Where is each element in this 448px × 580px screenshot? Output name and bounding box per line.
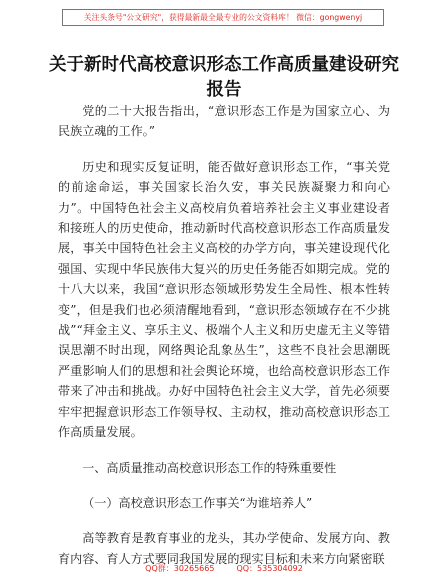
paragraph-quote: 党的二十大报告指出，“意识形态工作是为国家立心、为民族立魂的工作。” bbox=[58, 104, 390, 139]
title-line-2: 报告 bbox=[206, 80, 242, 100]
subsection-heading: （一）高校意识形态工作事关“为谁培养人” bbox=[82, 495, 313, 510]
footer-qq-group: QQ群：30265665 bbox=[145, 564, 215, 573]
footer-contact bbox=[0, 562, 448, 576]
section-heading: 一、高质量推动高校意识形态工作的特殊重要性 bbox=[82, 460, 337, 475]
paragraph-last: 高等教育是教育事业的龙头，其办学使命、发展方向、教育内容、育人方式要同我国发展的现实目标和未来方向紧密联 bbox=[58, 531, 390, 566]
promo-banner bbox=[62, 9, 384, 26]
promo-banner-text: 关注头条号"公文研究"，获得最新最全最专业的公文资料库！ 微信：gongwenyj bbox=[83, 13, 363, 22]
footer-qq: QQ：535304092 bbox=[236, 564, 303, 573]
title-line-1: 关于新时代高校意识形态工作高质量建设研究 bbox=[49, 55, 399, 75]
paragraph-main: 历史和现实反复证明，能否做好意识形态工作，“事关党的前途命运，事关国家长治久安，事关民族凝聚力和向心力”。中国特色社会主义高校肩负着培养社会主义事业建设者和接班人的历史使命，推动新时代高校意识形态工作高质量发展，事关中国特色社会主义高校的办学方向，事关建设现代化强国、实现中华民族伟大复兴的历史任务能否如期完成。党的十八大以来，我国“意识形态领域形势发生全局性、根本性转变”，但是我们也必须清醒地看到，“意识形态领域存在不少挑战”“拜金主义、享乐主义、极端个人主义和历史虚无主义等错误思潮不时出现，网络舆论乱象丛生”，这些不良社会思潮既严重影响人们的思想和社会舆论环境，也给高校意识形态工作带来了冲击和挑战。办好中国特色社会主义大学，首先必须要牢牢把握意识形态工作领导权、主动权，推动高校意识形态工作高质量发展。 bbox=[58, 159, 390, 440]
document-body bbox=[58, 101, 390, 569]
document-title bbox=[40, 53, 408, 103]
